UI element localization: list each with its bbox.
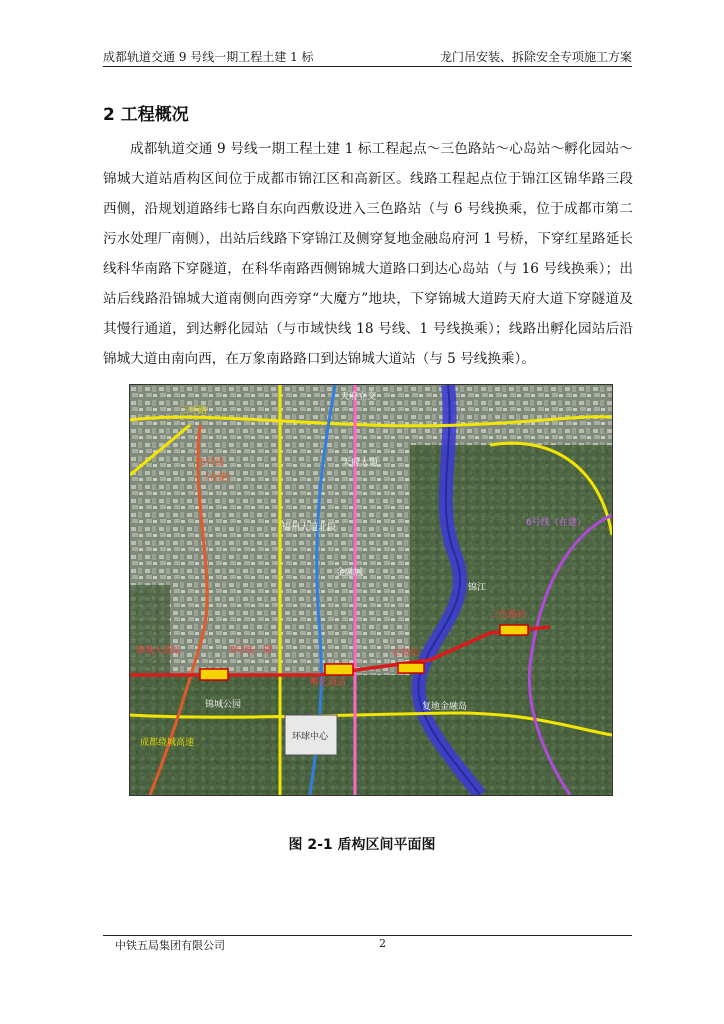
- page-footer: [103, 935, 632, 952]
- label-line9: 9号线一期: [230, 646, 272, 656]
- label-sanhuan: 三环路: [180, 406, 208, 416]
- green-area-west: [130, 585, 170, 675]
- label-jincheng: 金融城: [336, 568, 364, 578]
- figure-caption: 图 2-1 盾构区间平面图: [288, 837, 436, 853]
- header-right-title: 龙门吊安装、拆除安全专项施工方案: [439, 50, 632, 64]
- label-station-sanse: 三色路站: [490, 610, 527, 620]
- station-jincheng-marker: [200, 669, 228, 680]
- section-heading: 2 工程概况: [103, 105, 189, 125]
- route-map: [130, 385, 612, 795]
- station-xindao-marker: [398, 663, 424, 673]
- label-line6: 6号线（在建）: [526, 518, 586, 528]
- footer-page-number: 2: [379, 937, 386, 950]
- label-jinjiang-island: 复地金融岛: [422, 702, 468, 712]
- label-line5-status: （在建）: [200, 473, 237, 483]
- label-jincheng-park: 锦城公园: [205, 700, 242, 710]
- section-paragraph: 成都轨道交通 9 号线一期工程土建 1 标工程起点～三色路站～心岛站～孵化园站～锦城大道站盾构区间位于成都市锦江区和高新区。线路工程起点位于锦江区锦华路三段西侧，沿规划道路纬七路自东向西敷设进入三色路站（与 6 号线换乘，位于成都市第二污水处理厂南侧），出站后线路下穿锦江及侧穿复地金融岛府河 1 号桥，下穿红星路延长线科华南路下穿隧道，在科华南路西侧锦城大道路口到达心岛站（与 16 号线换乘）；出站后线路沿锦城大道南侧向西旁穿“大魔方”地块，下穿锦城大道跨天府大道下穿隧道及其慢行通道，到达孵化园站（与市域快线 18 号线、1 号线换乘）；线路出孵化园站后沿锦城大道由南向西，在万象南路路口到达锦城大道站（与 5 号线换乘）。: [103, 141, 633, 367]
- footer-company: 中铁五局集团有限公司: [115, 939, 225, 952]
- label-line5: 5号线: [200, 458, 224, 468]
- label-station-fuhua: 孵化园站: [310, 678, 347, 688]
- label-tianfu-bridge: 天府立交: [340, 392, 377, 402]
- label-jinjiang: 锦江: [468, 583, 487, 593]
- label-station-xindao: 心岛站: [392, 648, 420, 658]
- label-jinzhou-ave: 锦州大道北段: [282, 523, 337, 533]
- label-global-center: 环球中心: [292, 732, 329, 742]
- station-sanse-marker: [500, 625, 528, 635]
- route-map-figure: [129, 384, 613, 796]
- station-fuhua-marker: [325, 664, 353, 675]
- label-station-jincheng: 锦城大道站: [136, 646, 182, 656]
- label-expressway: 成都绕城高速: [140, 738, 195, 748]
- page-header: [103, 46, 632, 67]
- header-left-title: 成都轨道交通 9 号线一期工程土建 1 标: [103, 50, 314, 64]
- label-tianfu-ave: 天府大道: [342, 458, 379, 468]
